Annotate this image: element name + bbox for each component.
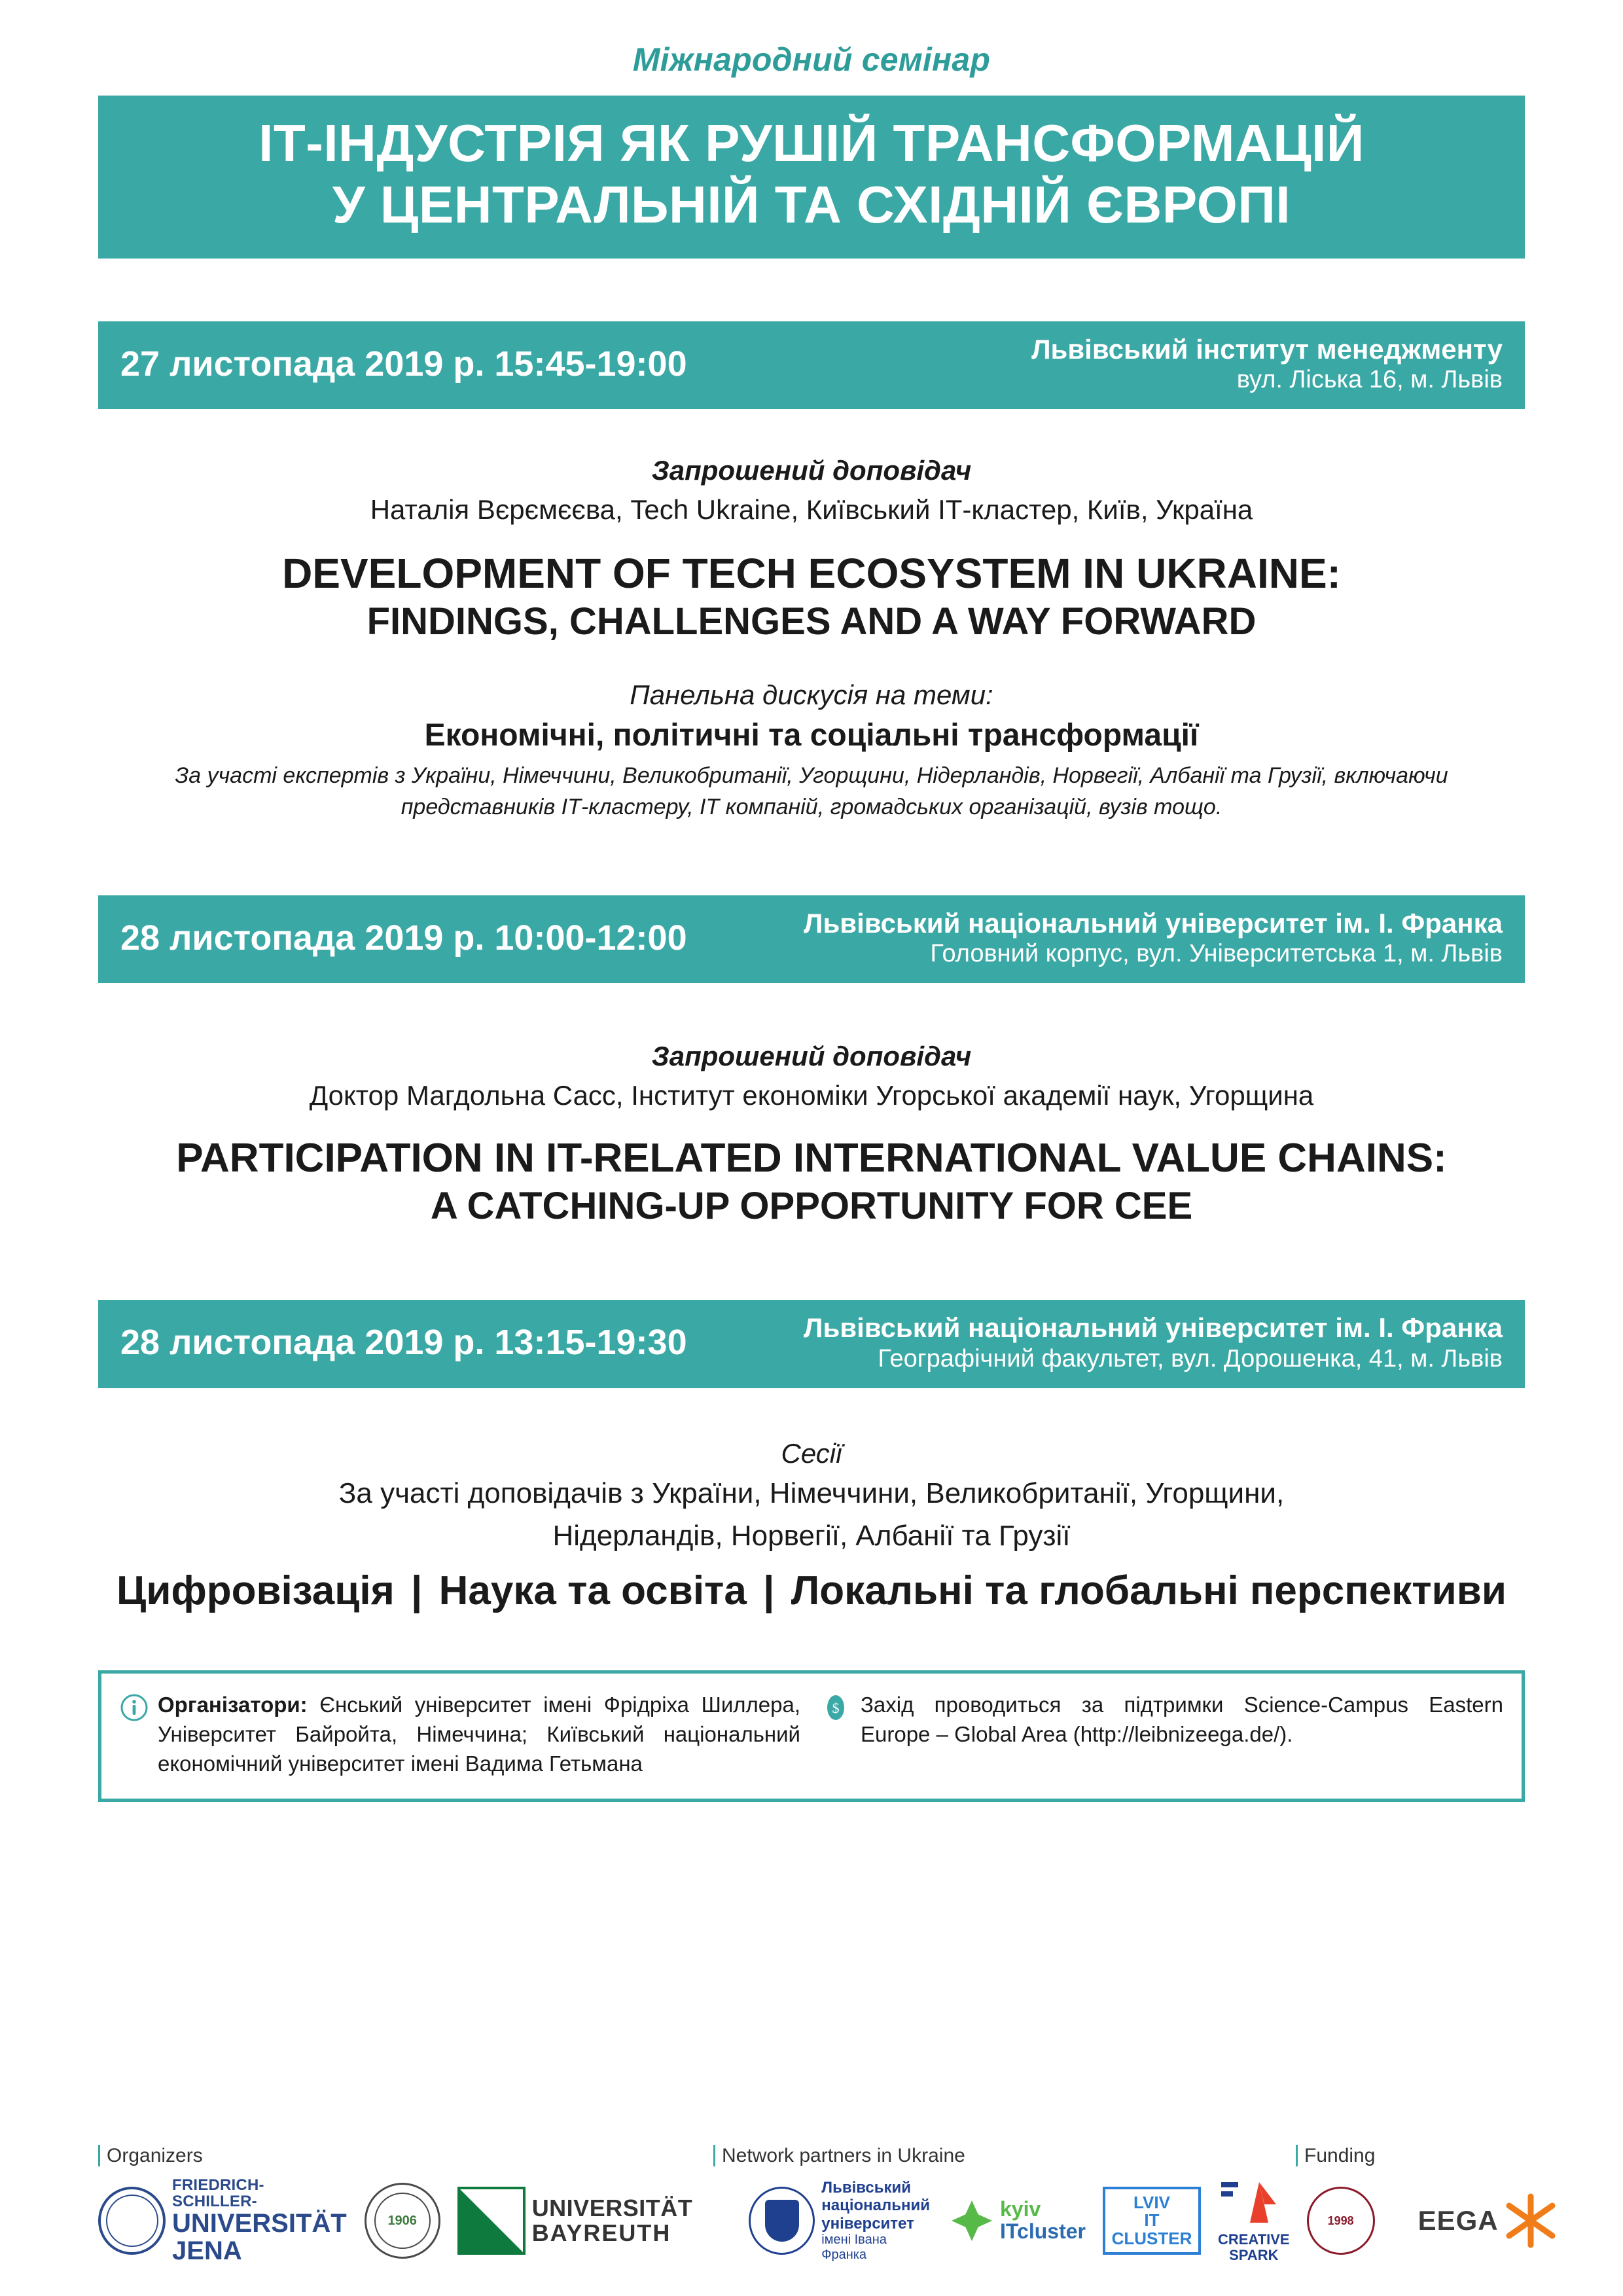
talk-2-title bbox=[98, 1134, 1525, 1229]
lviv-cluster-mark bbox=[1103, 2187, 1201, 2255]
logo-lviv-it-cluster bbox=[1103, 2178, 1201, 2263]
sessions-sub-line1: За участі доповідачів з України, Німеччини, Великобританії, Угорщини, bbox=[338, 1477, 1285, 1509]
talk-1 bbox=[98, 455, 1525, 823]
lnu-line1: Львівський bbox=[821, 2178, 912, 2197]
institute-seal-icon: 1998 bbox=[1307, 2187, 1375, 2255]
lnu-line2: національний bbox=[821, 2197, 931, 2215]
caption-organizers: Organizers bbox=[98, 2145, 203, 2166]
jena-line1: FRIEDRICH-SCHILLER- bbox=[172, 2176, 264, 2210]
sessions-strip bbox=[98, 1568, 1525, 1614]
kneu-year: 1906 bbox=[374, 2193, 431, 2249]
session-3-datetime: 28 листопада 2019 р. 13:15-19:30 bbox=[120, 1323, 687, 1363]
logo-friedrich-schiller-jena bbox=[98, 2176, 348, 2266]
session-band-2 bbox=[98, 895, 1525, 983]
kyiv-leaf-icon bbox=[949, 2198, 995, 2244]
talk-2-title-line1: PARTICIPATION IN IT-RELATED INTERNATIONAL VALUE CHAINS: bbox=[176, 1135, 1447, 1181]
lviv-line2: IT bbox=[1144, 2210, 1160, 2231]
money-icon bbox=[823, 1693, 851, 1722]
caption-funding: Funding bbox=[1296, 2145, 1375, 2166]
bayreuth-line1: UNIVERSITÄT bbox=[531, 2195, 693, 2222]
sessions-sub-line2: Нідерландів, Норвегії, Албанії та Грузії bbox=[552, 1519, 1071, 1552]
logo-institute-seal bbox=[1307, 2178, 1375, 2263]
logo-eega bbox=[1418, 2178, 1559, 2263]
eega-star-icon bbox=[1503, 2193, 1559, 2249]
kneu-seal-icon bbox=[365, 2183, 440, 2259]
session-3-location bbox=[804, 1312, 1503, 1373]
lnu-line3: університет bbox=[821, 2214, 914, 2233]
session-3-address: Географічний факультет, вул. Дорошенка, 41, м. Львів bbox=[878, 1344, 1503, 1372]
lnu-line4: імені Івана Франка bbox=[821, 2233, 887, 2263]
info-box bbox=[98, 1670, 1525, 1802]
funding-text: Захід проводиться за підтримки Science-Campus Eastern Europe – Global Area (http://leibnizeega.de/). bbox=[861, 1693, 1503, 1746]
session-1-address: вул. Ліська 16, м. Львів bbox=[1236, 366, 1503, 394]
session-topic-3: Локальні та глобальні перспективи bbox=[791, 1568, 1507, 1614]
kyiv-wordmark bbox=[1000, 2198, 1086, 2242]
session-topic-sep-1: | bbox=[411, 1568, 423, 1614]
logo-universitaet-bayreuth bbox=[457, 2178, 693, 2263]
kyiv-line1: kyiv bbox=[999, 2197, 1041, 2221]
talk-2 bbox=[98, 1041, 1525, 1229]
session-topic-2: Наука та освіта bbox=[438, 1568, 747, 1614]
session-band-3 bbox=[98, 1300, 1525, 1388]
poster-title-line1: ІТ-ІНДУСТРІЯ ЯК РУШІЙ ТРАНСФОРМАЦІЙ bbox=[259, 114, 1364, 172]
talk-2-speaker: Доктор Магдольна Сасс, Інститут економіки Угорської академії наук, Угорщина bbox=[309, 1079, 1314, 1111]
session-2-address: Головний корпус, вул. Університетська 1, м. Львів bbox=[930, 940, 1503, 968]
sessions-block bbox=[98, 1438, 1525, 1614]
eega-wordmark: EEGA bbox=[1418, 2205, 1499, 2236]
talk-1-speaker-kicker: Запрошений доповідач bbox=[651, 455, 972, 486]
funding-info bbox=[823, 1691, 1503, 1779]
bayreuth-mark-icon bbox=[457, 2187, 526, 2255]
panel-topic: Економічні, політичні та соціальні трансформації bbox=[424, 717, 1199, 753]
panel-kicker: Панельна дискусія на теми: bbox=[630, 679, 993, 710]
logo-creative-spark bbox=[1218, 2178, 1290, 2263]
session-topic-sep-2: | bbox=[763, 1568, 775, 1614]
session-1-location bbox=[1031, 333, 1503, 395]
poster-title bbox=[98, 96, 1525, 259]
panel-note-line2: представників ІТ-кластеру, ІТ компаній, громадських організацій, вузів тощо. bbox=[401, 795, 1222, 820]
spark-line2: SPARK bbox=[1229, 2247, 1279, 2264]
creative-spark-icon bbox=[1219, 2178, 1289, 2225]
session-2-location bbox=[804, 907, 1503, 969]
lnu-wordmark bbox=[821, 2179, 932, 2263]
jena-wordmark bbox=[172, 2177, 348, 2265]
talk-1-title-line1: DEVELOPMENT OF TECH ECOSYSTEM IN UKRAINE: bbox=[282, 550, 1341, 598]
logo-lnu-franko bbox=[749, 2178, 932, 2263]
session-2-datetime: 28 листопада 2019 р. 10:00-12:00 bbox=[120, 918, 687, 958]
session-1-venue: Львівський інститут менеджменту bbox=[1031, 333, 1503, 365]
svg-text:$: $ bbox=[832, 1700, 840, 1717]
organizers-body: Єнський університет імені Фрідріха Шиллера, Університет Байройта, Німеччина; Київський національний економічний університет імені Вадима Гетьмана bbox=[158, 1693, 800, 1776]
creative-spark-wordmark bbox=[1218, 2232, 1290, 2263]
talk-2-speaker-kicker: Запрошений доповідач bbox=[651, 1040, 972, 1071]
bayreuth-wordmark bbox=[532, 2196, 693, 2246]
organizers-label: Організатори: bbox=[158, 1693, 308, 1717]
talk-1-speaker: Наталія Вєрємєєва, Tech Ukraine, Київський ІТ-кластер, Київ, Україна bbox=[370, 494, 1253, 526]
lviv-line1: LVIV bbox=[1133, 2193, 1170, 2213]
caption-network-partners: Network partners in Ukraine bbox=[713, 2145, 965, 2166]
logo-kneu bbox=[365, 2178, 440, 2263]
info-icon bbox=[120, 1693, 149, 1722]
kyiv-line2: ITcluster bbox=[999, 2219, 1086, 2243]
panel-note-line1: За участі експертів з України, Німеччини, Великобританії, Угорщини, Нідерландів, Норвегії, Албанії та Грузії, включаючи bbox=[175, 762, 1448, 788]
jena-line3: JENA bbox=[172, 2236, 242, 2266]
session-3-venue: Львівський національний університет ім. І. Франка bbox=[804, 1312, 1503, 1344]
session-topic-1: Цифровізація bbox=[116, 1568, 395, 1614]
logo-footer bbox=[98, 2140, 1525, 2270]
session-band-1 bbox=[98, 321, 1525, 409]
session-2-venue: Львівський національний університет ім. І. Франка bbox=[804, 907, 1503, 939]
jena-line2: UNIVERSITÄT bbox=[172, 2209, 347, 2238]
poster-title-line2: У ЦЕНТРАЛЬНІЙ ТА СХІДНІЙ ЄВРОПІ bbox=[332, 175, 1291, 234]
lnu-seal-icon bbox=[749, 2187, 815, 2255]
spark-line1: CREATIVE bbox=[1217, 2231, 1290, 2248]
logo-kyiv-itcluster bbox=[949, 2178, 1086, 2263]
organizers-info bbox=[120, 1691, 800, 1779]
talk-1-title bbox=[98, 548, 1525, 645]
lviv-line3: CLUSTER bbox=[1111, 2228, 1192, 2248]
session-1-datetime: 27 листопада 2019 р. 15:45-19:00 bbox=[120, 344, 687, 384]
sessions-kicker: Сесії bbox=[781, 1437, 842, 1469]
talk-1-title-line2: FINDINGS, CHALLENGES AND A WAY FORWARD bbox=[366, 600, 1257, 643]
logo-row bbox=[98, 2172, 1525, 2270]
talk-2-title-line2: A CATCHING-UP OPPORTUNITY FOR CEE bbox=[430, 1184, 1193, 1227]
organizers-text bbox=[158, 1691, 800, 1779]
logo-captions bbox=[98, 2140, 1525, 2166]
bayreuth-line2: BAYREUTH bbox=[531, 2219, 671, 2246]
poster-kicker: Міжнародний семінар bbox=[632, 41, 991, 78]
jena-seal-icon bbox=[98, 2187, 166, 2255]
